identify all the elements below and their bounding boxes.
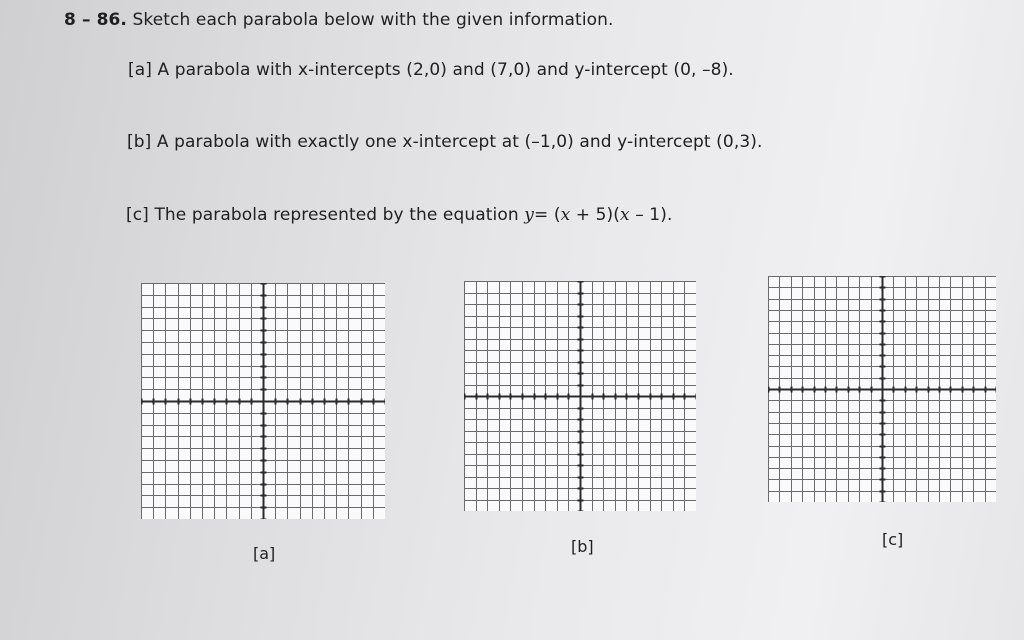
graph-caption-a: [a] [253,544,276,563]
instruction-text: Sketch each parabola below with the given information. [132,10,614,30]
graph-grid-c[interactable] [768,276,996,502]
graph-grid-b[interactable] [464,281,696,511]
grid-lines [768,276,996,502]
problem-a-label: [a] [128,60,152,80]
graph-caption-c: [c] [882,530,904,549]
equation-x1: x [560,205,571,225]
equation-part-1: = ( [533,205,561,225]
graph-grid-a[interactable] [141,283,385,519]
graph-caption-b: [b] [571,537,594,556]
grid-lines [464,281,696,511]
equation-x2: x [620,205,630,225]
problem-number: 8 – 86. [64,10,127,30]
grid-lines [141,283,385,519]
problem-c-label: [c] [126,205,149,225]
equation-part-2: + 5)( [575,205,620,225]
problem-b-text: A parabola with exactly one x-intercept at (–1,0) and y-intercept (0,3). [156,132,763,152]
title-line [64,10,614,30]
problem-c-text: The parabola represented by the equation [154,205,519,225]
problem-b [127,132,763,152]
problem-b-label: [b] [127,132,152,152]
equation-part-3: – 1). [635,205,673,225]
problem-a-text: A parabola with x-intercepts (2,0) and (7,0) and y-intercept (0, –8). [157,60,734,80]
problem-c [126,205,672,225]
problem-a [128,60,734,80]
equation-y: y [524,205,534,225]
